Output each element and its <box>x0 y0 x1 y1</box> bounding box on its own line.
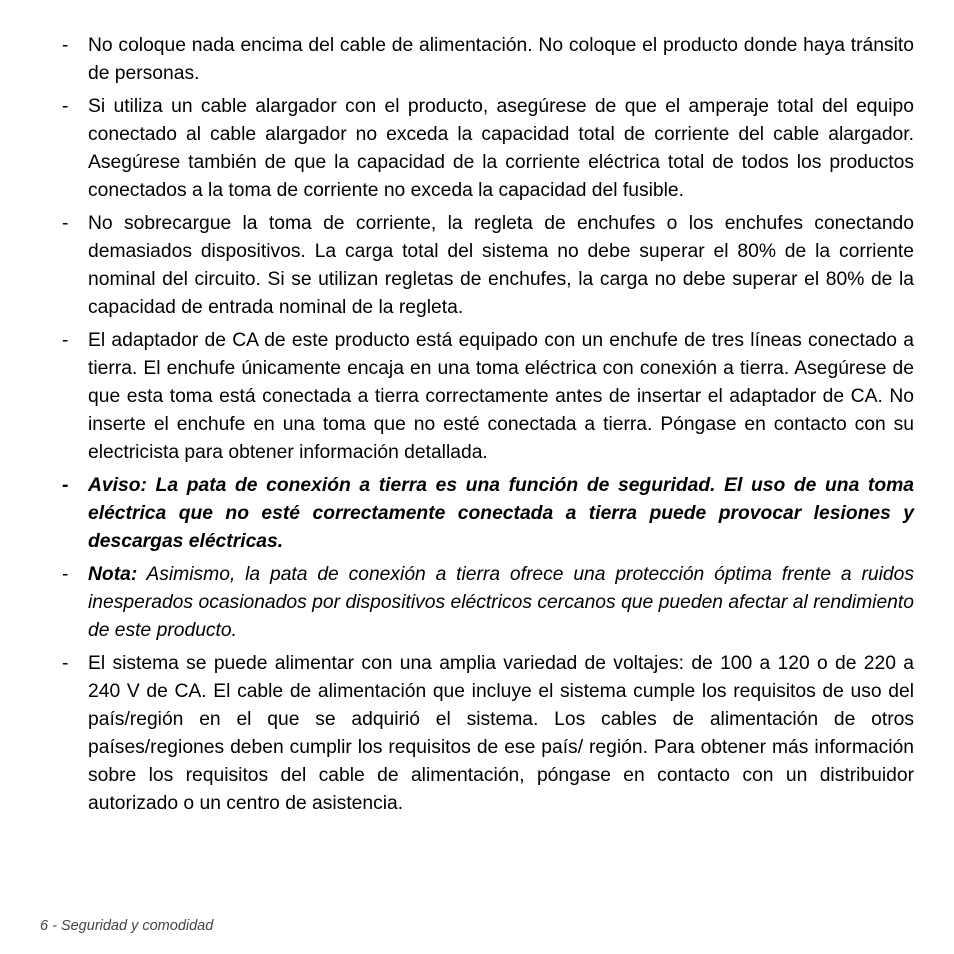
list-item-overload <box>62 210 914 322</box>
list-item-extension-cord <box>62 93 914 205</box>
list-item-text: El sistema se puede alimentar con una amplia variedad de voltajes: de 100 a 120 o de 220 a 240 V de CA. El cable de alimentación que incluye el sistema cumple los requisitos de uso del país/región en el que se adquirió el sistema. Los cables de alimentación de otros países/regiones deben cumplir los requisitos de ese país/ región. Para obtener más información sobre los requisitos del cable de alimentación, póngase en contacto con un distribuidor autorizado o un centro de asistencia. <box>88 653 914 814</box>
page-footer: 6 - Seguridad y comodidad <box>40 918 214 934</box>
list-item-text: No sobrecargue la toma de corriente, la regleta de enchufes o los enchufes conectando demasiados dispositivos. La carga total del sistema no debe superar el 80% de la corriente nominal del circuito. Si se utilizan regletas de enchufes, la carga no debe superar el 80% de la capacidad de entrada nominal de la regleta. <box>88 213 914 318</box>
bullet-dash: - <box>62 213 69 234</box>
bullet-dash: - <box>62 96 69 117</box>
list-item-text: Si utiliza un cable alargador con el producto, asegúrese de que el amperaje total del equipo conectado al cable alargador no exceda la capacidad total de corriente del cable alargador. Asegúrese también de que la capacidad de la corriente eléctrica total de todos los productos conectados a la toma de corriente no exceda la capacidad del fusible. <box>88 96 914 201</box>
list-item-text: No coloque nada encima del cable de alimentación. No coloque el producto donde haya tránsito de personas. <box>88 35 914 84</box>
list-item-ac-adapter <box>62 327 914 467</box>
bullet-dash: - <box>62 35 69 56</box>
safety-bullet-list <box>62 32 914 823</box>
list-item-power-cable <box>62 32 914 88</box>
list-item-text: El adaptador de CA de este producto está equipado con un enchufe de tres líneas conectado a tierra. El enchufe únicamente encaja en una toma eléctrica con conexión a tierra. Asegúrese de que esta toma está conectada a tierra correctamente antes de insertar el adaptador de CA. No inserte el enchufe en una toma que no esté conectada a tierra. Póngase en contacto con su electricista para obtener información detallada. <box>88 330 914 463</box>
bullet-dash: - <box>62 653 69 674</box>
list-item-note <box>62 561 914 645</box>
note-text: Asimismo, la pata de conexión a tierra ofrece una protección óptima frente a ruidos inesperados ocasionados por dispositivos eléctricos cercanos que pueden afectar al rendimiento de este producto. <box>88 564 914 641</box>
note-paragraph <box>88 561 914 645</box>
note-label: Nota: <box>88 564 138 585</box>
list-item-warning <box>62 472 914 556</box>
bullet-dash: - <box>62 475 69 496</box>
warning-text: Aviso: La pata de conexión a tierra es una función de seguridad. El uso de una toma eléctrica que no esté correctamente conectada a tierra puede provocar lesiones y descargas eléctricas. <box>88 475 914 552</box>
bullet-dash: - <box>62 564 69 585</box>
list-item-voltage <box>62 650 914 818</box>
bullet-dash: - <box>62 330 69 351</box>
